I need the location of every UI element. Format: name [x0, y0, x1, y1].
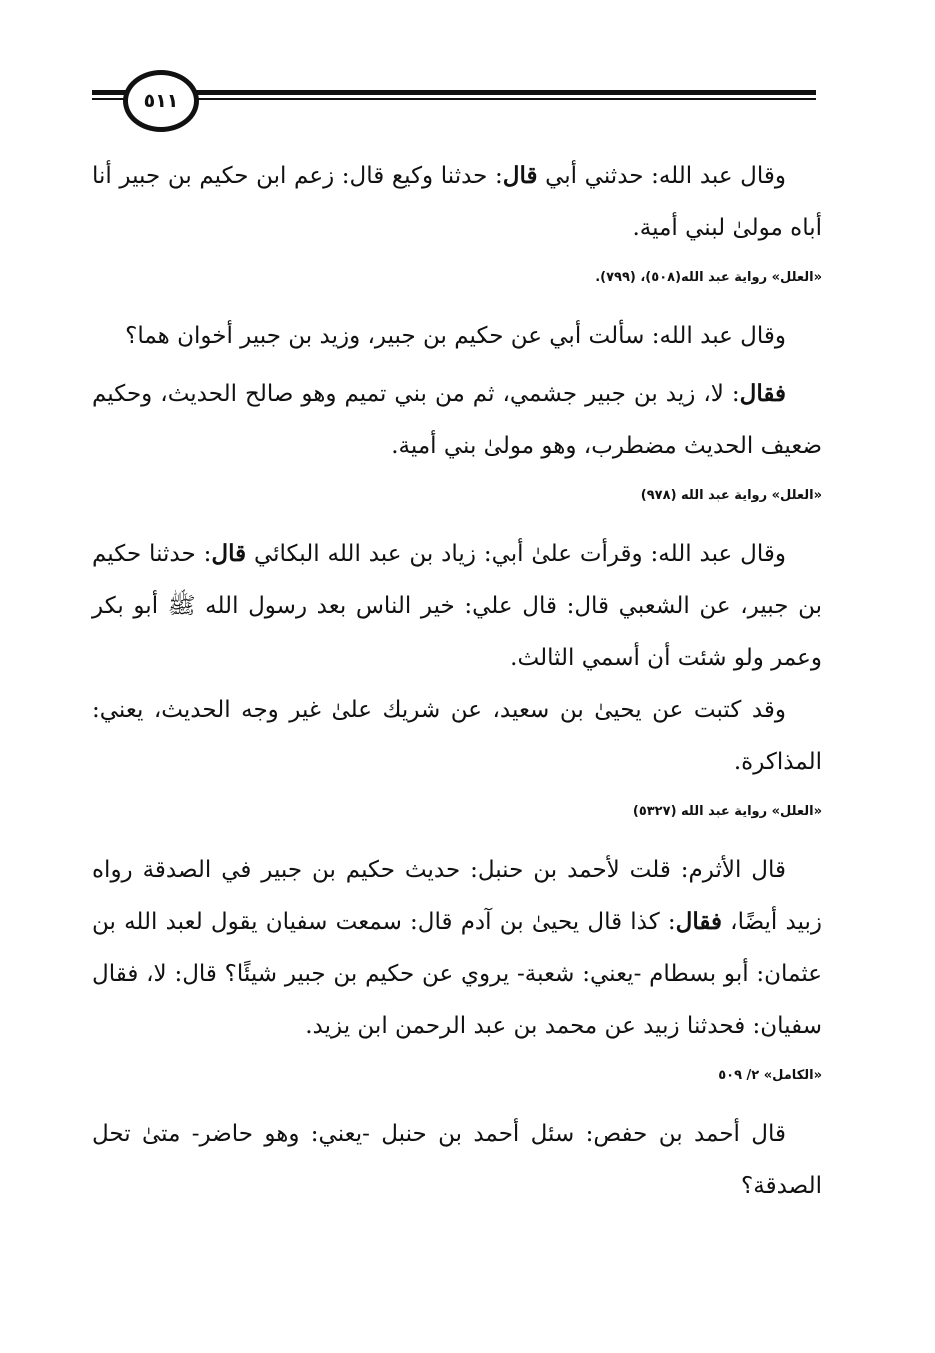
paragraph-4-text-a: وقال عبد الله: وقرأت علىٰ أبي: زياد بن عبد الله البكائي — [246, 541, 786, 567]
header-rule-thin-line — [92, 98, 816, 100]
paragraph-4-text-c: : حدثنا حكيم بن جبير، عن الشعبي قال: قال علي: خير الناس بعد رسول الله ﷺ أبو بكر وعمر ولو شئت أن أسمي الثالث. — [92, 541, 822, 671]
source-citation-1: «العلل» رواية عبد الله(٥٠٨)، (٧٩٩). — [595, 270, 822, 285]
header-rule — [92, 84, 816, 106]
paragraph-4 — [92, 528, 822, 684]
paragraph-3 — [92, 368, 822, 472]
paragraph-6-text-c: : كذا قال يحيىٰ بن آدم قال: سمعت سفيان يقول لعبد الله بن عثمان: أبو بسطام -يعني: شعبة- يروي عن حكيم بن جبير شيئًا؟ قال: لا، فقال سفيان: فحدثنا زبيد عن محمد بن عبد الرحمن ابن يزيد. — [92, 909, 822, 1039]
source-citation-3: «العلل» رواية عبد الله (٥٣٢٧) — [632, 804, 822, 819]
header-rule-thick-line — [92, 90, 816, 95]
paragraph-1-bold-qala: قال — [502, 162, 538, 189]
paragraph-5: وقد كتبت عن يحيىٰ بن سعيد، عن شريك علىٰ غير وجه الحديث، يعني: المذاكرة. — [92, 697, 822, 775]
paragraph-3-bold-faqala: فقال — [739, 380, 786, 407]
paragraph-3-text: : لا، زيد بن جبير جشمي، ثم من بني تميم وهو صالح الحديث، وحكيم ضعيف الحديث مضطرب، وهو مولىٰ بني أمية. — [92, 381, 822, 459]
paragraph-1-text-a: وقال عبد الله: حدثني أبي — [537, 163, 786, 189]
paragraph-7: قال أحمد بن حفص: سئل أحمد بن حنبل -يعني: وهو حاضر- متىٰ تحل الصدقة؟ — [92, 1121, 822, 1199]
paragraph-2: وقال عبد الله: سألت أبي عن حكيم بن جبير، وزيد بن جبير أخوان هما؟ — [125, 323, 786, 349]
paragraph-1-text-c: : حدثنا وكيع قال: زعم ابن حكيم بن جبير أنا أباه مولىٰ لبني أمية. — [92, 163, 822, 241]
paragraph-6-bold-faqala: فقال — [675, 908, 722, 935]
paragraph-4-bold-qala: قال — [211, 540, 247, 567]
page-number: ٥١١ — [123, 70, 199, 132]
source-citation-2: «العلل» رواية عبد الله (٩٧٨) — [640, 488, 822, 503]
page-body — [92, 150, 822, 1212]
paragraph-1 — [92, 150, 822, 254]
paragraph-6 — [92, 844, 822, 1052]
source-citation-4: «الكامل» ٢/ ٥٠٩ — [718, 1068, 822, 1083]
paragraph-6-text-a: قال الأثرم: قلت لأحمد بن حنبل: حديث حكيم بن جبير في الصدقة رواه زبيد أيضًا، — [92, 857, 823, 935]
